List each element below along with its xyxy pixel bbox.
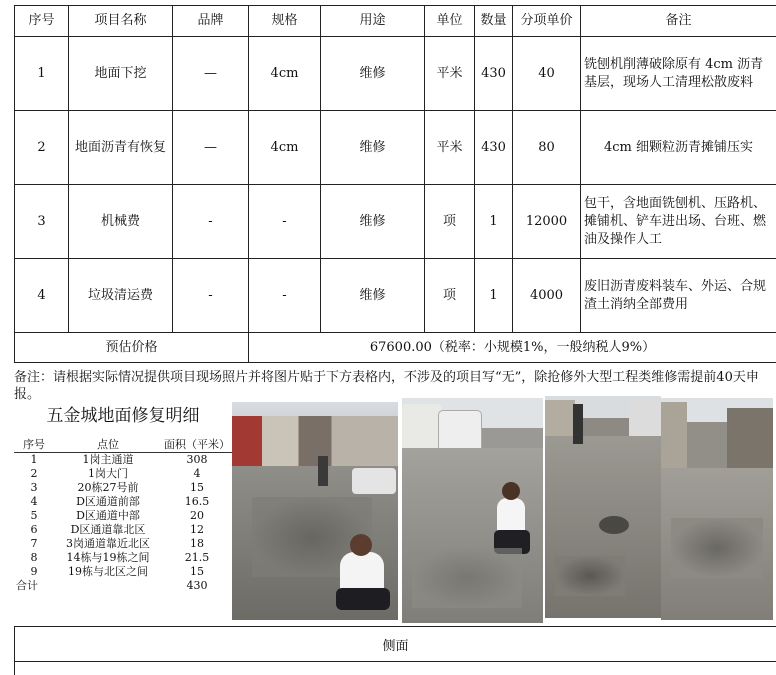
detail-area: 15 <box>190 481 204 494</box>
detail-area: 16.5 <box>184 495 210 508</box>
table-row <box>14 481 232 495</box>
site-photo-3 <box>545 396 661 618</box>
header-price: 分项单价 <box>513 6 581 37</box>
cell-use: 维修 <box>321 185 425 259</box>
detail-no: 2 <box>30 467 38 480</box>
cell-spec: 4cm <box>249 37 321 111</box>
header-brand: 品牌 <box>173 6 249 37</box>
detail-area: 4 <box>193 467 201 480</box>
cell-item-name: 地面下挖 <box>69 37 173 111</box>
cell-item-name: 机械费 <box>69 185 173 259</box>
header-qty: 数量 <box>475 6 513 37</box>
cell-brand: - <box>173 259 249 333</box>
repair-detail-table <box>14 438 232 593</box>
detail-area: 12 <box>190 523 204 536</box>
detail-location: 1岗主通道 <box>82 453 134 466</box>
detail-location: D区通道中部 <box>76 509 140 522</box>
cell-remark: 4cm 细颗粒沥青摊铺压实 <box>581 111 776 185</box>
cell-price: 80 <box>513 111 581 185</box>
header-use: 用途 <box>321 6 425 37</box>
detail-total-spacer <box>54 579 162 593</box>
detail-area: 18 <box>190 537 204 550</box>
detail-area: 15 <box>190 565 204 578</box>
table-header-row <box>15 6 776 37</box>
header-unit: 单位 <box>425 6 475 37</box>
estimate-row <box>15 333 776 363</box>
submission-note: 备注：请根据实际情况提供项目现场照片并将图片贴于下方表格内，不涉及的项目写“无”，除抢修外大型工程类维修需提前40天申报。 <box>14 370 759 402</box>
table-row <box>15 37 776 111</box>
side-section-label: 侧面 <box>14 626 776 662</box>
cell-item-name: 垃圾清运费 <box>69 259 173 333</box>
cell-unit: 平米 <box>425 37 475 111</box>
cell-brand: — <box>173 111 249 185</box>
detail-no: 7 <box>30 537 38 550</box>
estimate-label: 预估价格 <box>15 333 249 363</box>
cell-no: 4 <box>15 259 69 333</box>
cell-remark: 包干，含地面铣刨机、压路机、摊铺机、铲车进出场、台班、燃油及操作人工 <box>581 185 776 259</box>
detail-location: 3岗通道靠近北区 <box>66 537 150 550</box>
repair-quote-table <box>14 5 776 363</box>
detail-no: 8 <box>30 551 38 564</box>
detail-location: D区通道前部 <box>76 495 140 508</box>
detail-total-value: 430 <box>186 579 208 592</box>
cell-use: 维修 <box>321 259 425 333</box>
detail-location: 14栋与19栋之间 <box>66 551 150 564</box>
table-row <box>15 259 776 333</box>
cell-price: 12000 <box>513 185 581 259</box>
detail-no: 3 <box>30 481 38 494</box>
site-photo-4 <box>661 398 773 620</box>
cell-remark: 废旧沥青废料装车、外运、合规渣土消纳全部费用 <box>581 259 776 333</box>
table-row <box>14 509 232 523</box>
table-row <box>14 537 232 551</box>
cell-spec: - <box>249 259 321 333</box>
cell-qty: 1 <box>475 185 513 259</box>
table-row <box>14 467 232 481</box>
cell-unit: 项 <box>425 185 475 259</box>
detail-area: 308 <box>186 453 208 466</box>
header-no: 序号 <box>15 6 69 37</box>
site-photo-1 <box>232 402 398 620</box>
table-row <box>15 185 776 259</box>
cell-no: 2 <box>15 111 69 185</box>
detail-location: D区通道靠北区 <box>70 523 146 536</box>
cell-brand: - <box>173 185 249 259</box>
detail-no: 1 <box>30 453 38 466</box>
detail-header-no: 序号 <box>14 438 54 453</box>
estimate-value: 67600.00（税率：小规模1%，一般纳税人9%） <box>249 333 776 363</box>
cell-use: 维修 <box>321 111 425 185</box>
cell-spec: 4cm <box>249 111 321 185</box>
cell-no: 1 <box>15 37 69 111</box>
repair-detail-header <box>14 438 232 453</box>
detail-header-location: 点位 <box>54 438 162 453</box>
repair-detail-title: 五金城地面修复明细 <box>46 406 200 426</box>
cell-remark: 铣刨机削薄破除原有 4cm 沥青基层，现场人工清理松散废料 <box>581 37 776 111</box>
table-row <box>15 111 776 185</box>
detail-location: 1岗大门 <box>88 467 128 480</box>
detail-header-area: 面积（平米） <box>164 438 230 451</box>
cell-unit: 平米 <box>425 111 475 185</box>
cell-qty: 1 <box>475 259 513 333</box>
cell-spec: - <box>249 185 321 259</box>
table-row <box>14 523 232 537</box>
detail-area: 21.5 <box>184 551 210 564</box>
detail-no: 5 <box>30 509 38 522</box>
table-row <box>14 453 232 468</box>
cell-qty: 430 <box>475 111 513 185</box>
detail-total-label: 合计 <box>16 579 38 592</box>
header-item-name: 项目名称 <box>69 6 173 37</box>
cell-unit: 项 <box>425 259 475 333</box>
cell-item-name: 地面沥青有恢复 <box>69 111 173 185</box>
detail-total-row <box>14 579 232 593</box>
cell-price: 4000 <box>513 259 581 333</box>
cell-price: 40 <box>513 37 581 111</box>
detail-location: 19栋与北区之间 <box>68 565 148 578</box>
cell-qty: 430 <box>475 37 513 111</box>
bottom-strip <box>14 661 776 675</box>
detail-area: 20 <box>190 509 204 522</box>
site-photo-2 <box>402 398 543 623</box>
table-row <box>14 565 232 579</box>
table-row <box>14 495 232 509</box>
cell-brand: — <box>173 37 249 111</box>
header-remark: 备注 <box>581 6 776 37</box>
header-spec: 规格 <box>249 6 321 37</box>
detail-no: 4 <box>30 495 38 508</box>
cell-use: 维修 <box>321 37 425 111</box>
cell-no: 3 <box>15 185 69 259</box>
detail-no: 6 <box>30 523 38 536</box>
detail-location: 20栋27号前 <box>77 481 139 494</box>
table-row <box>14 551 232 565</box>
detail-no: 9 <box>30 565 38 578</box>
